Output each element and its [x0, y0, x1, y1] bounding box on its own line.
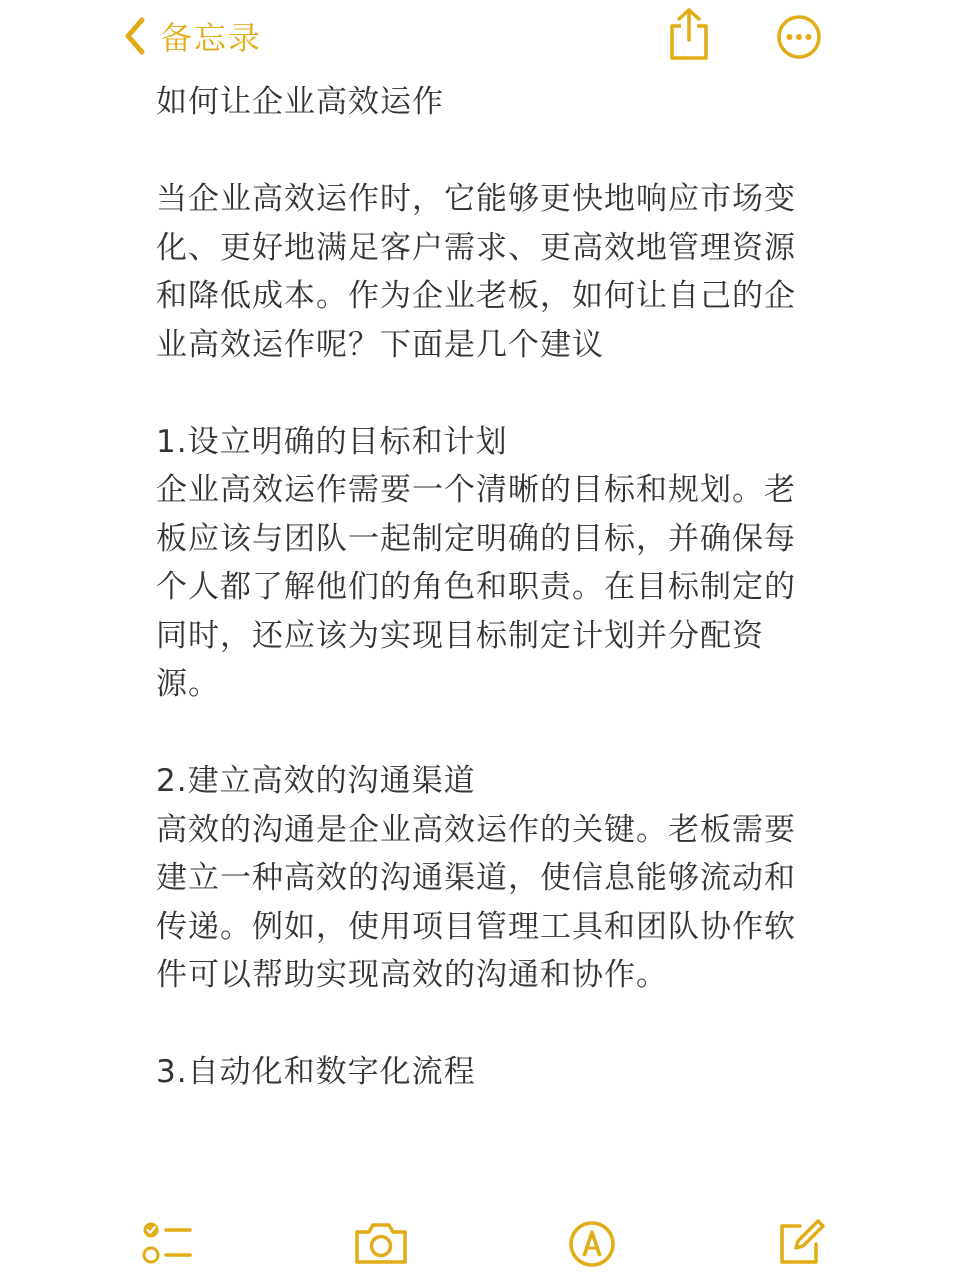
- more-button[interactable]: [775, 13, 823, 61]
- checklist-icon: [140, 1218, 194, 1268]
- share-button[interactable]: [664, 6, 714, 62]
- note-intro: 当企业高效运作时，它能够更快地响应市场变化、更好地满足客户需求、更高效地管理资源和降低成本。作为企业老板，如何让自己的企业高效运作呢？下面是几个建议: [156, 181, 796, 363]
- section-heading: 2.建立高效的沟通渠道: [156, 763, 476, 799]
- share-icon: [664, 6, 714, 62]
- note-body[interactable]: [156, 78, 806, 1097]
- markup-icon: [566, 1218, 618, 1270]
- section-body: 高效的沟通是企业高效运作的关键。老板需要建立一种高效的沟通渠道，使信息能够流动和传递。例如，使用项目管理工具和团队协作软件可以帮助实现高效的沟通和协作。: [156, 811, 796, 993]
- back-button[interactable]: [120, 12, 262, 60]
- compose-icon: [776, 1218, 826, 1268]
- compose-button[interactable]: [776, 1218, 826, 1268]
- note-title: 如何让企业高效运作: [156, 84, 444, 120]
- checklist-button[interactable]: [140, 1218, 194, 1268]
- camera-icon: [352, 1218, 410, 1268]
- camera-button[interactable]: [352, 1218, 410, 1268]
- section-heading: 1.设立明确的目标和计划: [156, 423, 508, 460]
- section-body: 企业高效运作需要一个清晰的目标和规划。老板应该与团队一起制定明确的目标，并确保每个人都了解他们的角色和职责。在目标制定的同时，还应该为实现目标制定计划并分配资源。: [156, 472, 796, 702]
- section-heading: 3.自动化和数字化流程: [156, 1054, 476, 1090]
- back-label: 备忘录: [160, 19, 263, 57]
- navigation-bar: [0, 0, 964, 78]
- more-icon: [775, 13, 823, 61]
- markup-button[interactable]: [566, 1218, 618, 1270]
- bottom-toolbar: [0, 1200, 964, 1286]
- chevron-left-icon: [120, 14, 150, 58]
